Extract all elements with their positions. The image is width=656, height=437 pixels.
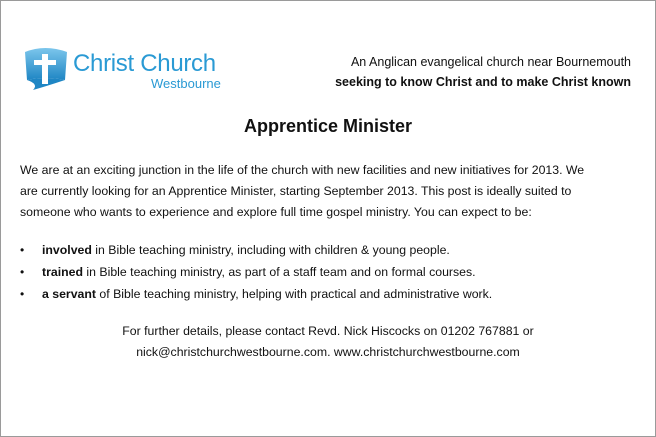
intro-line: We are at an exciting junction in the life of the church with new facilities and new initiatives for 2013. We: [20, 163, 585, 177]
contact-line: For further details, please contact Revd. Nick Hiscocks on 01202 767881 or: [122, 324, 534, 338]
bullet-icon: •: [20, 265, 25, 279]
list-item: [20, 283, 640, 305]
church-tagline: [335, 52, 631, 92]
list-item-bold: a servant: [42, 287, 97, 301]
contact-details: [1, 321, 655, 363]
intro-paragraph: [20, 160, 640, 223]
contact-line: nick@christchurchwestbourne.com. www.christchurchwestbourne.com: [136, 345, 520, 359]
expectations-list: [20, 239, 640, 305]
church-logo: [19, 46, 219, 94]
list-item-bold: involved: [42, 243, 92, 257]
cross-bubble-icon: [19, 46, 71, 92]
tagline-line-2: seeking to know Christ and to make Christ known: [335, 75, 631, 89]
intro-line: someone who wants to experience and explore full time gospel ministry. You can expect to be:: [20, 205, 532, 219]
list-item: [20, 261, 640, 283]
logo-subtitle: Westbourne: [151, 76, 221, 91]
list-item-text: in Bible teaching ministry, as part of a staff team and on formal courses.: [83, 265, 476, 279]
list-item: [20, 239, 640, 261]
list-item-bold: trained: [42, 265, 83, 279]
list-item-text: of Bible teaching ministry, helping with practical and administrative work.: [96, 287, 493, 301]
tagline-line-1: An Anglican evangelical church near Bournemouth: [350, 55, 631, 69]
logo-name: Christ Church: [73, 50, 216, 77]
page-title: Apprentice Minister: [243, 116, 413, 136]
list-item-text: in Bible teaching ministry, including with children & young people.: [91, 243, 450, 257]
bullet-icon: •: [20, 243, 25, 257]
bullet-icon: •: [20, 287, 25, 301]
intro-line: are currently looking for an Apprentice Minister, starting September 2013. This post is ideally suited to: [20, 184, 572, 198]
